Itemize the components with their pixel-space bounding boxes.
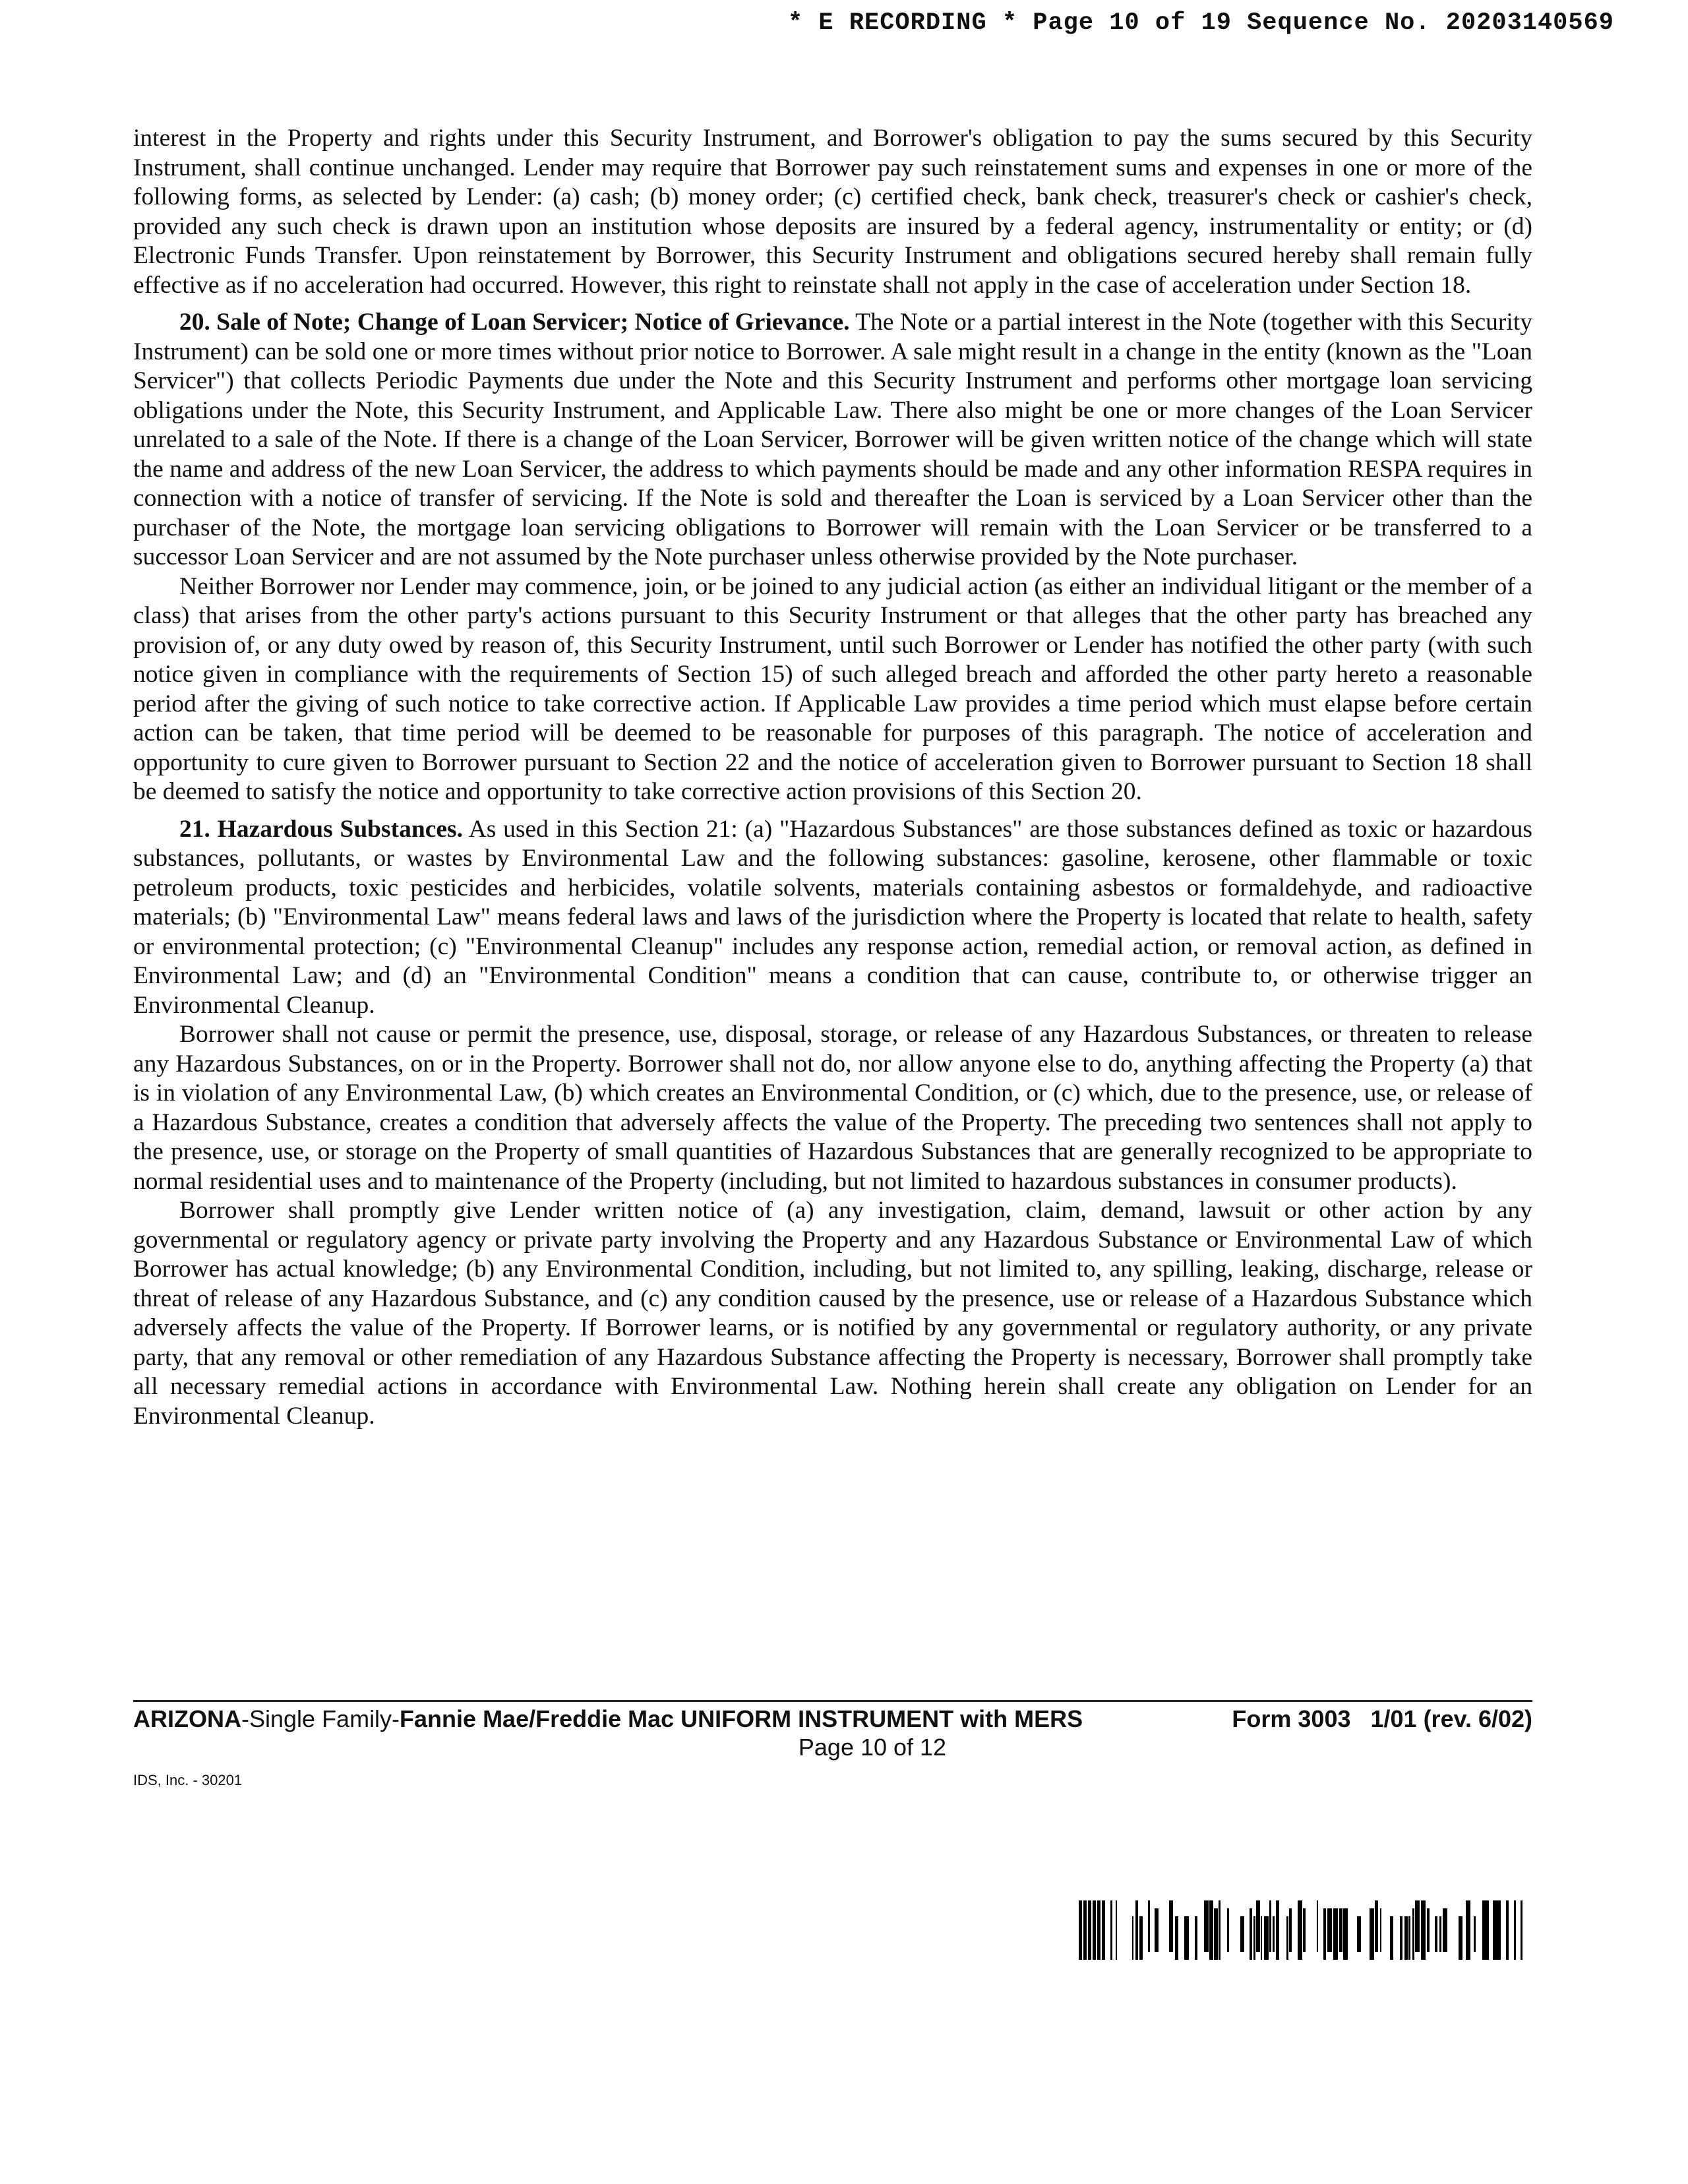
footer-form-title [133,1705,1083,1734]
footer-page-number: Page 10 of 12 [798,1734,947,1761]
section-21-title: 21. Hazardous Substances. [179,815,463,843]
section-20-paragraph-2: Neither Borrower nor Lender may commence, join, or be joined to any judicial action (as either an individual litigant or the member of a class) that arises from the other party's actions pursuant to this Security Instrument or that alleges that the other party has breached any provision of, or any duty owed by reason of, this Security Instrument, until such Borrower or Lender has notified the other party (with such notice given in compliance with the requirements of Section 15) of such alleged breach and afforded the other party hereto a reasonable period after the giving of such notice to take corrective action. If Applicable Law provides a time period which must elapse before certain action can be taken, that time period will be deemed to be reasonable for purposes of this paragraph. The notice of acceleration and opportunity to cure given to Borrower pursuant to Section 22 and the notice of acceleration given to Borrower pursuant to Section 18 shall be deemed to satisfy the notice and opportunity to take corrective action provisions of this Section 20. [133,572,1532,805]
section-20-title: 20. Sale of Note; Change of Loan Servicer; Notice of Grievance. [179,309,850,336]
section-21-paragraph-2: Borrower shall not cause or permit the presence, use, disposal, storage, or release of any Hazardous Substances, or threaten to release any Hazardous Substances, on or in the Property. Borrower shall not do, nor allow anyone else to do, anything affecting the Property (a) that is in violation of any Environmental Law, (b) which creates an Environmental Condition, or (c) which, due to the presence, use, or release of a Hazardous Substance, creates a condition that adversely affects the value of the Property. The preceding two sentences shall not apply to the presence, use, or storage on the Property of small quantities of Hazardous Substances that are generally recognized to be appropriate to normal residential uses and to maintenance of the Property (including, but not limited to hazardous substances in consumer products). [133,1021,1532,1195]
footer-family: -Single Family- [241,1705,400,1732]
footer-divider [133,1700,1532,1702]
document-body [133,124,1532,1431]
footer-form-number: Form 3003 1/01 (rev. 6/02) [1232,1705,1532,1732]
section-21-text: As used in this Section 21: (a) "Hazardous Substances" are those substances defined as toxic or hazardous substances, pollutants, or wastes by Environmental Law and the following substances: gasoline, kerosene, other flammable or toxic petroleum products, toxic pesticides and herbicides, volatile solvents, materials containing asbestos or formaldehyde, and radioactive materials; (b) "Environmental Law" means federal laws and laws of the jurisdiction where the Property is located that relate to health, safety or environmental protection; (c) "Environmental Cleanup" includes any response action, remedial action, or removal action, as defined in Environmental Law; and (d) an "Environmental Condition" means a condition that can cause, contribute to, or otherwise trigger an Environmental Cleanup. [133,815,1532,1019]
section-20-text: The Note or a partial interest in the Note (together with this Security Instrument) can be sold one or more times without prior notice to Borrower. A sale might result in a change in the entity (known as the "Loan Servicer") that collects Periodic Payments due under the Note and this Security Instrument and performs other mortgage loan servicing obligations under the Note, this Security Instrument, and Applicable Law. There also might be one or more changes of the Loan Servicer unrelated to a sale of the Note. If there is a change of the Loan Servicer, Borrower will be given written notice of the change which will state the name and address of the new Loan Servicer, the address to which payments should be made and any other information RESPA requires in connection with a notice of transfer of servicing. If the Note is sold and thereafter the Loan is serviced by a Loan Servicer other than the purchaser of the Note, the mortgage loan servicing obligations to Borrower will remain with the Loan Servicer or be transferred to a successor Loan Servicer and are not assumed by the Note purchaser unless otherwise provided by the Note purchaser. [133,309,1533,570]
section-20-paragraph [133,308,1532,572]
footer-form-line [133,1705,1532,1734]
section-21-paragraph [133,815,1532,1021]
footer-state: ARIZONA [133,1705,241,1732]
section-21-paragraph-3: Borrower shall promptly give Lender written notice of (a) any investigation, claim, demand, lawsuit or other action by any governmental or regulatory agency or private party involving the Property and any Hazardous Substance or Environmental Law of which Borrower has actual knowledge; (b) any Environmental Condition, including, but not limited to, any spilling, leaking, discharge, release or threat of release of any Hazardous Substance, and (c) any condition caused by the presence, use or release of a Hazardous Substance which adversely affects the value of the Property. If Borrower learns, or is notified by any governmental or regulatory authority, or any private party, that any removal or other remediation of any Hazardous Substance affecting the Property is necessary, Borrower shall promptly take all necessary remedial actions in accordance with Environmental Law. Nothing herein shall create any obligation on Lender for an Environmental Cleanup. [133,1197,1532,1430]
footer-ids-code: IDS, Inc. - 30201 [133,1772,243,1788]
barcode-image [1079,1900,1527,1960]
paragraph-reinstatement-continued: interest in the Property and rights under this Security Instrument, and Borrower's obligation to pay the sums secured by this Security Instrument, shall continue unchanged. Lender may require that Borrower pay such reinstatement sums and expenses in one or more of the following forms, as selected by Lender: (a) cash; (b) money order; (c) certified check, bank check, treasurer's check or cashier's check, provided any such check is drawn upon an institution whose deposits are insured by a federal agency, instrumentality or entity; or (d) Electronic Funds Transfer. Upon reinstatement by Borrower, this Security Instrument and obligations secured hereby shall remain fully effective as if no acceleration had occurred. However, this right to reinstate shall not apply in the case of acceleration under Section 18. [133,125,1532,299]
footer-instrument: Fannie Mae/Freddie Mac UNIFORM INSTRUMENT with MERS [400,1705,1083,1732]
form-footer [133,1700,1532,1789]
recording-stamp: * E RECORDING * Page 10 of 19 Sequence No. 20203140569 [788,9,1614,37]
